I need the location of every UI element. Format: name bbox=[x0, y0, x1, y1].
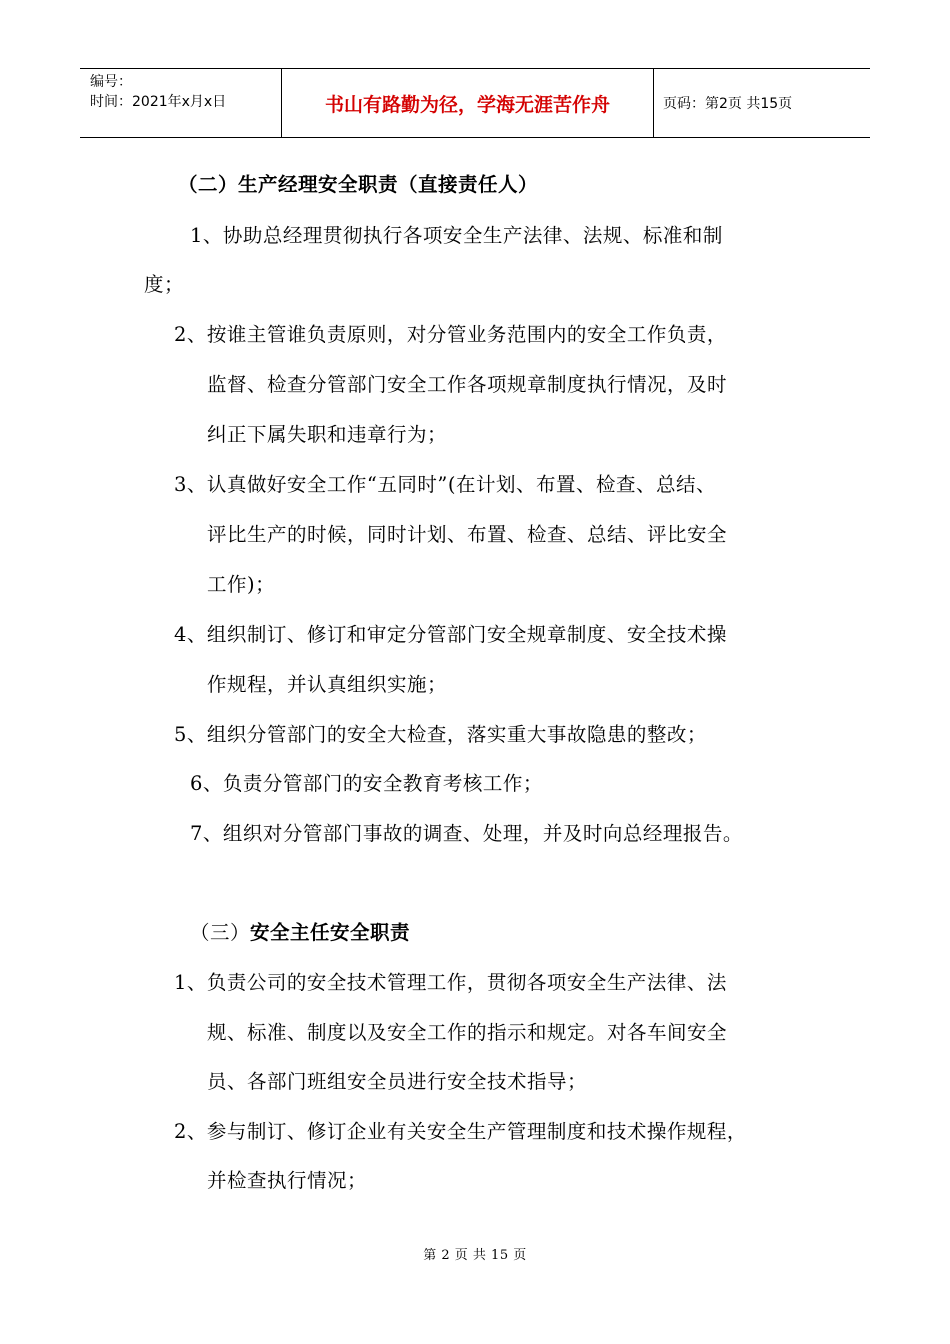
list-item-line: 1、负责公司的安全技术管理工作，贯彻各项安全生产法律、法 bbox=[174, 971, 727, 994]
document-header bbox=[80, 68, 870, 138]
list-item-line: 规、标准、制度以及安全工作的指示和规定。对各车间安全 bbox=[207, 1021, 728, 1044]
list-item-line: 度； bbox=[144, 273, 185, 296]
list-item-line: 员、各部门班组安全员进行安全技术指导； bbox=[207, 1070, 588, 1093]
list-item-line: 4、组织制订、修订和审定分管部门安全规章制度、安全技术操 bbox=[174, 623, 727, 646]
header-motto: 书山有路勤为径，学海无涯苦作舟 bbox=[282, 69, 654, 137]
list-item-line: 评比生产的时候，同时计划、布置、检查、总结、评比安全 bbox=[207, 523, 728, 546]
section-title-production-manager: （二）生产经理安全职责（直接责任人） bbox=[178, 173, 539, 196]
list-item-line: 7、组织对分管部门事故的调查、处理，并及时向总经理报告。 bbox=[190, 822, 743, 845]
list-item-line: 3、认真做好安全工作“五同时”(在计划、布置、检查、总结、 bbox=[174, 473, 716, 496]
header-meta-cell bbox=[80, 69, 282, 137]
list-item-line: 纠正下属失职和违章行为； bbox=[207, 423, 448, 446]
list-item-line: 1、协助总经理贯彻执行各项安全生产法律、法规、标准和制 bbox=[190, 224, 723, 247]
section-title-text: 安全主任安全职责 bbox=[250, 921, 411, 944]
list-item-line: 2、参与制订、修订企业有关安全生产管理制度和技术操作规程， bbox=[174, 1120, 747, 1143]
list-item-line: 2、按谁主管谁负责原则，对分管业务范围内的安全工作负责， bbox=[174, 323, 727, 346]
header-page-info: 页码：第2页 共15页 bbox=[663, 96, 793, 112]
document-number-label: 编号： bbox=[90, 74, 132, 90]
list-item-line: 监督、检查分管部门安全工作各项规章制度执行情况，及时 bbox=[207, 373, 728, 396]
list-item-line: 5、组织分管部门的安全大检查，落实重大事故隐患的整改； bbox=[174, 723, 707, 746]
page-footer: 第 2 页 共 15 页 bbox=[423, 1248, 527, 1263]
section-title-safety-director: （三）安全主任安全职责 bbox=[190, 921, 411, 944]
list-item-line: 作规程，并认真组织实施； bbox=[207, 673, 448, 696]
list-item-line: 6、负责分管部门的安全教育考核工作； bbox=[190, 772, 543, 795]
list-item-line: 工作)； bbox=[207, 573, 276, 596]
list-item-line: 并检查执行情况； bbox=[207, 1169, 368, 1192]
document-time-label: 时间：2021年x月x日 bbox=[90, 94, 227, 110]
